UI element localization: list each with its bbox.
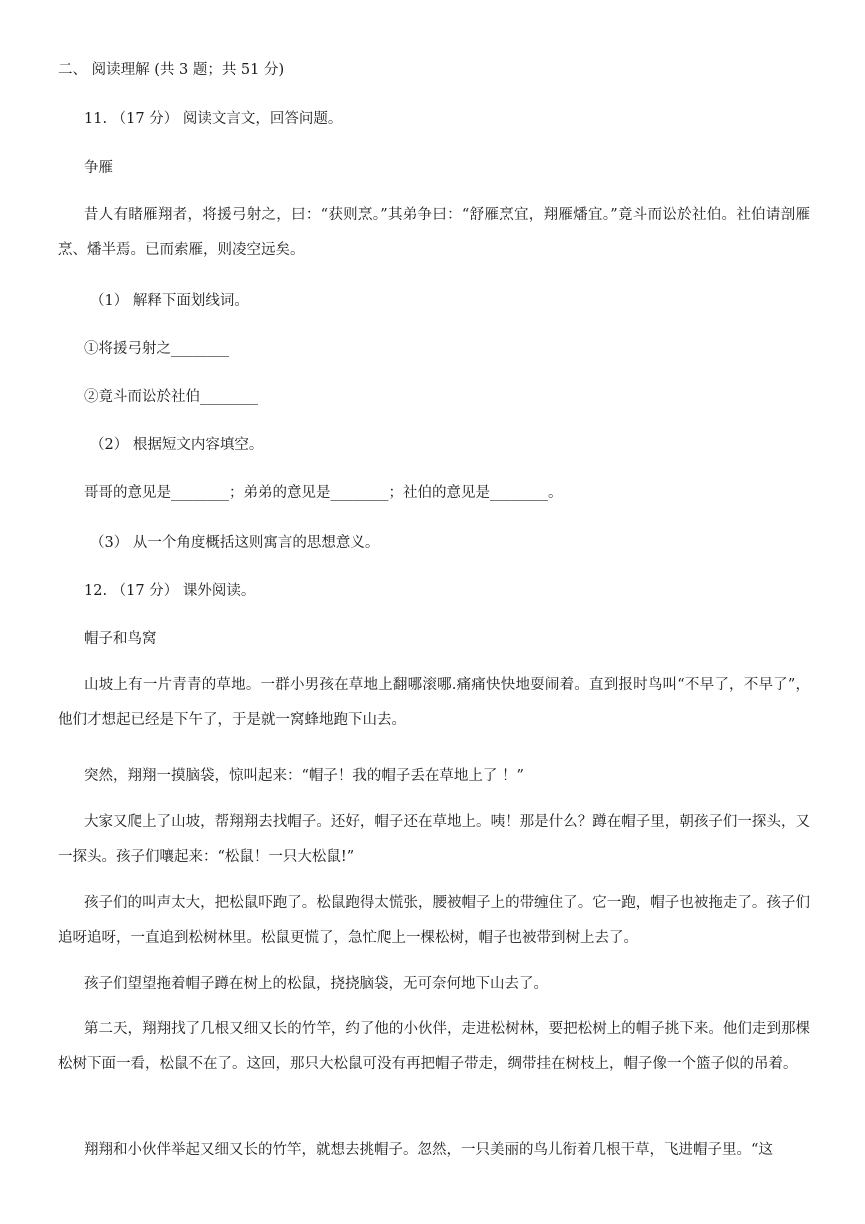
q11-sub1: （1） 解释下面划线词。 (90, 293, 249, 309)
q11-stem: 11. （17 分） 阅读文言文，回答问题。 (84, 111, 343, 127)
q11-title: 争雁 (84, 160, 113, 176)
q12-paragraph-6: 第二天，翔翔找了几根又细又长的竹竿，约了他的小伙伴，走进松树林，要把松树上的帽子挑下来。他们走到那棵松树下面一看，松鼠不在了。这回，那只大松鼠可没有再把帽子带走，绸带挂在树枝上，帽子像一个篮子似的吊着。 (58, 1021, 810, 1072)
q11-sub2-fill: 哥哥的意见是________；弟弟的意见是________；社伯的意见是________。 (84, 485, 563, 501)
q11-sub1-b: ②竟斗而讼於社伯________ (84, 389, 258, 405)
q12-paragraph-4: 孩子们的叫声太大，把松鼠吓跑了。松鼠跑得太慌张，腰被帽子上的带缠住了。它一跑，帽子也被拖走了。孩子们追呀追呀，一直追到松树林里。松鼠更慌了，急忙爬上一棵松树，帽子也被带到树上去了。 (58, 895, 810, 946)
q11-sub1-a: ①将援弓射之________ (84, 341, 229, 357)
q11-passage: 昔人有睹雁翔者，将援弓射之，曰：“获则烹。”其弟争曰：“舒雁烹宜，翔雁燔宜。”竟斗而讼於社伯。社伯请剖雁烹、燔半焉。已而索雁，则凌空远矣。 (58, 207, 810, 258)
q12-paragraph-7: 翔翔和小伙伴举起又细又长的竹竿，就想去挑帽子。忽然，一只美丽的鸟儿衔着几根干草，飞进帽子里。“这 (84, 1142, 773, 1158)
q12-paragraph-2: 突然，翔翔一摸脑袋，惊叫起来：“帽子！我的帽子丢在草地上了 ！” (84, 768, 524, 784)
q12-title: 帽子和鸟窝 (84, 631, 157, 647)
q12-paragraph-3: 大家又爬上了山坡，帮翔翔去找帽子。还好，帽子还在草地上。咦！那是什么？蹲在帽子里，朝孩子们一探头，又一探头。孩子们嚷起来：“松鼠！一只大松鼠!” (58, 814, 810, 865)
q12-paragraph-1: 山坡上有一片青青的草地。一群小男孩在草地上翻哪滚哪.痛痛快快地耍闹着。直到报时鸟叫“不早了，不早了”，他们才想起已经是下午了，于是就一窝蜂地跑下山去。 (58, 677, 810, 728)
section-heading: 二、 阅读理解 (共 3 题；共 51 分) (58, 62, 285, 78)
q12-paragraph-5: 孩子们望望拖着帽子蹲在树上的松鼠，挠挠脑袋，无可奈何地下山去了。 (84, 976, 548, 992)
q11-sub3: （3） 从一个角度概括这则寓言的思想意义。 (90, 535, 380, 551)
q12-stem: 12. （17 分） 课外阅读。 (84, 583, 256, 599)
q11-sub2: （2） 根据短文内容填空。 (90, 437, 264, 453)
